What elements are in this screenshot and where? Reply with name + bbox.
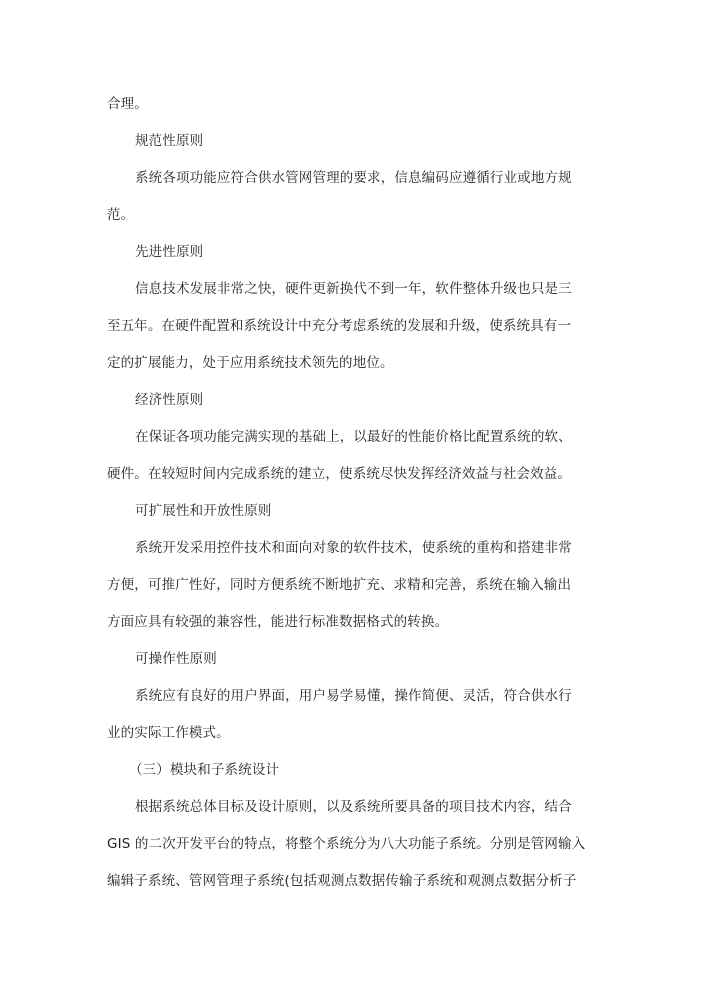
paragraph-line: 方面应具有较强的兼容性，能进行标准数据格式的转换。 [107, 614, 449, 630]
section-heading-normative: 规范性原则 [135, 133, 204, 149]
paragraph-line: 系统应有良好的用户界面，用户易学易懂，操作简便、灵活，符合供水行 [135, 688, 572, 704]
paragraph-line: 业的实际工作模式。 [107, 725, 230, 741]
paragraph-line: 范。 [107, 207, 135, 223]
section-heading-advanced: 先进性原则 [135, 244, 204, 260]
paragraph-line: 编辑子系统、管网管理子系统(包括观测点数据传输子系统和观测点数据分析子 [107, 873, 577, 889]
paragraph-line: 硬件。在较短时间内完成系统的建立，使系统尽快发挥经济效益与社会效益。 [107, 466, 572, 482]
section-heading-operable: 可操作性原则 [135, 651, 217, 667]
paragraph-line: 至五年。在硬件配置和系统设计中充分考虑系统的发展和升级，使系统具有一 [107, 318, 572, 334]
section-heading-modules: （三）模块和子系统设计 [129, 762, 280, 778]
paragraph-line: 方便，可推广性好，同时方便系统不断地扩充、求精和完善，系统在输入输出 [107, 577, 572, 593]
paragraph-line: 根据系统总体目标及设计原则，以及系统所要具备的项目技术内容，结合 [135, 799, 572, 815]
paragraph-line: 系统开发采用控件技术和面向对象的软件技术，使系统的重构和搭建非常 [135, 540, 572, 556]
paragraph-line: 在保证各项功能完满实现的基础上，以最好的性能价格比配置系统的软、 [135, 429, 572, 445]
section-heading-economic: 经济性原则 [135, 392, 204, 408]
paragraph-line: 系统各项功能应符合供水管网管理的要求，信息编码应遵循行业或地方规 [135, 170, 572, 186]
paragraph-line: 合理。 [107, 96, 148, 112]
paragraph-line: GIS 的二次开发平台的特点，将整个系统分为八大功能子系统。分别是管网输入 [107, 836, 586, 852]
paragraph-line: 定的扩展能力，处于应用系统技术领先的地位。 [107, 355, 394, 371]
section-heading-extensible: 可扩展性和开放性原则 [135, 503, 272, 519]
paragraph-line: 信息技术发展非常之快，硬件更新换代不到一年，软件整体升级也只是三 [135, 281, 572, 297]
